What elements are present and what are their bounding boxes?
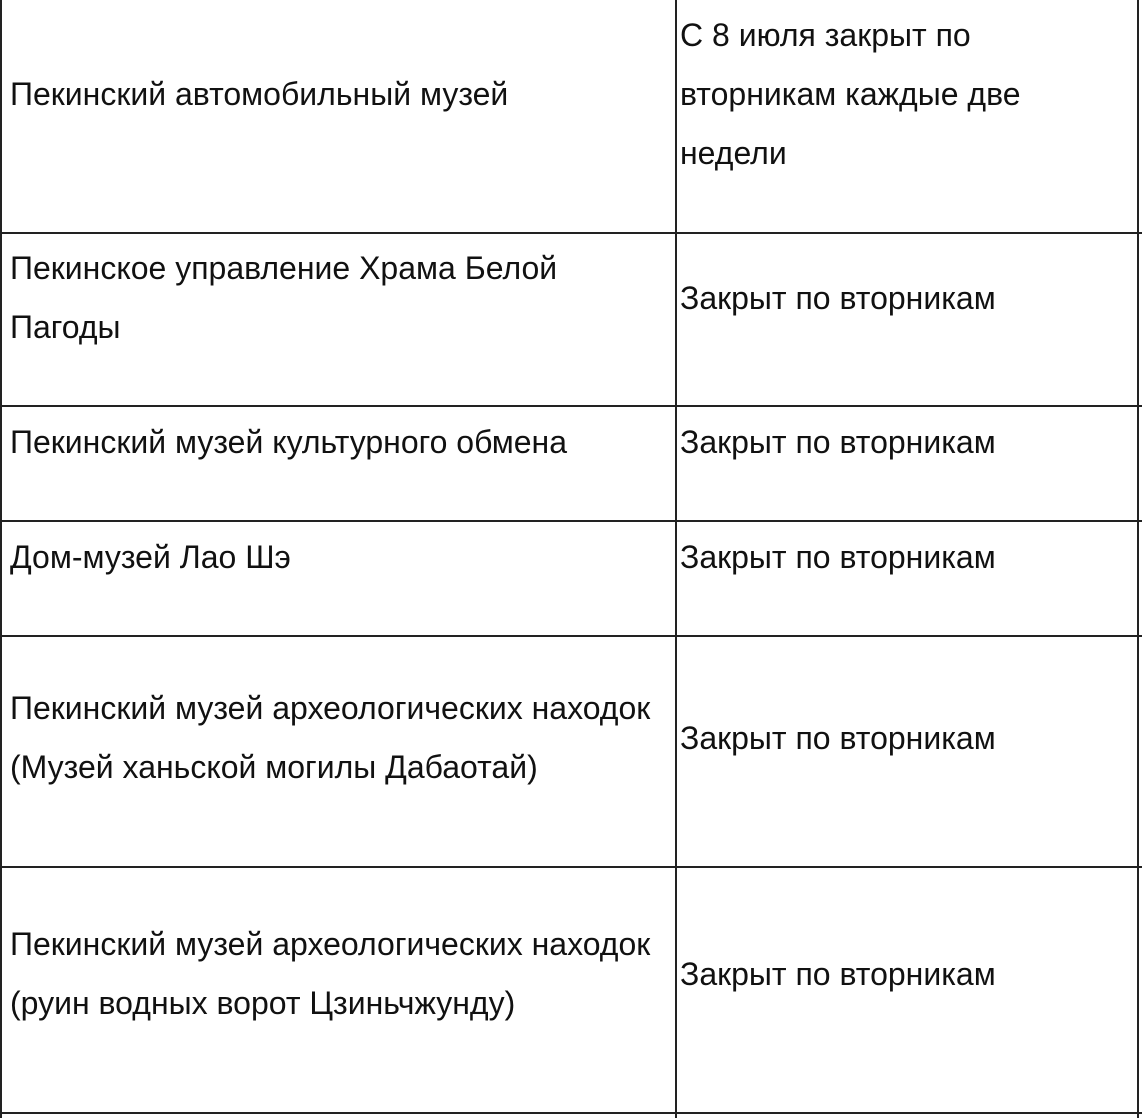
museum-name-cell: Дом-музей Лао Шэ <box>10 538 291 575</box>
table-row <box>680 643 1135 833</box>
museum-name-cell: Пекинский музей археологических находок (Музей ханьской могилы Дабаотай) <box>10 690 651 785</box>
table-row <box>680 234 1135 362</box>
schedule-cell: Закрыт по вторникам <box>680 538 996 575</box>
row-divider <box>0 1112 1142 1114</box>
museum-name-cell: Пекинский музей археологических находок (руин водных ворот Цзиньчжунду) <box>10 926 651 1021</box>
table-row <box>680 407 1135 477</box>
table-row <box>10 407 670 477</box>
museum-name-cell: Пекинское управление Храма Белой Пагоды <box>10 250 558 345</box>
schedule-cell: Закрыт по вторникам <box>680 719 996 756</box>
table-row <box>10 0 670 188</box>
table-row <box>10 643 670 833</box>
table-row <box>10 234 670 362</box>
table-border-right <box>1137 0 1139 1118</box>
schedule-cell: Закрыт по вторникам <box>680 279 996 316</box>
schedule-cell: С 8 июля закрыт по вторникам каждые две недели <box>680 16 1021 171</box>
column-divider <box>675 0 677 1118</box>
table-row <box>10 879 670 1069</box>
museum-name-cell: Пекинский автомобильный музей <box>10 75 509 112</box>
schedule-cell: Закрыт по вторникам <box>680 955 996 992</box>
table-row <box>680 879 1135 1069</box>
table-border-left <box>0 0 2 1118</box>
museum-name-cell: Пекинский музей культурного обмена <box>10 423 567 460</box>
table-row <box>680 0 1080 188</box>
table-row <box>10 522 670 592</box>
row-divider <box>0 635 1142 637</box>
row-divider <box>0 866 1142 868</box>
table-row <box>680 522 1135 592</box>
schedule-cell: Закрыт по вторникам <box>680 423 996 460</box>
